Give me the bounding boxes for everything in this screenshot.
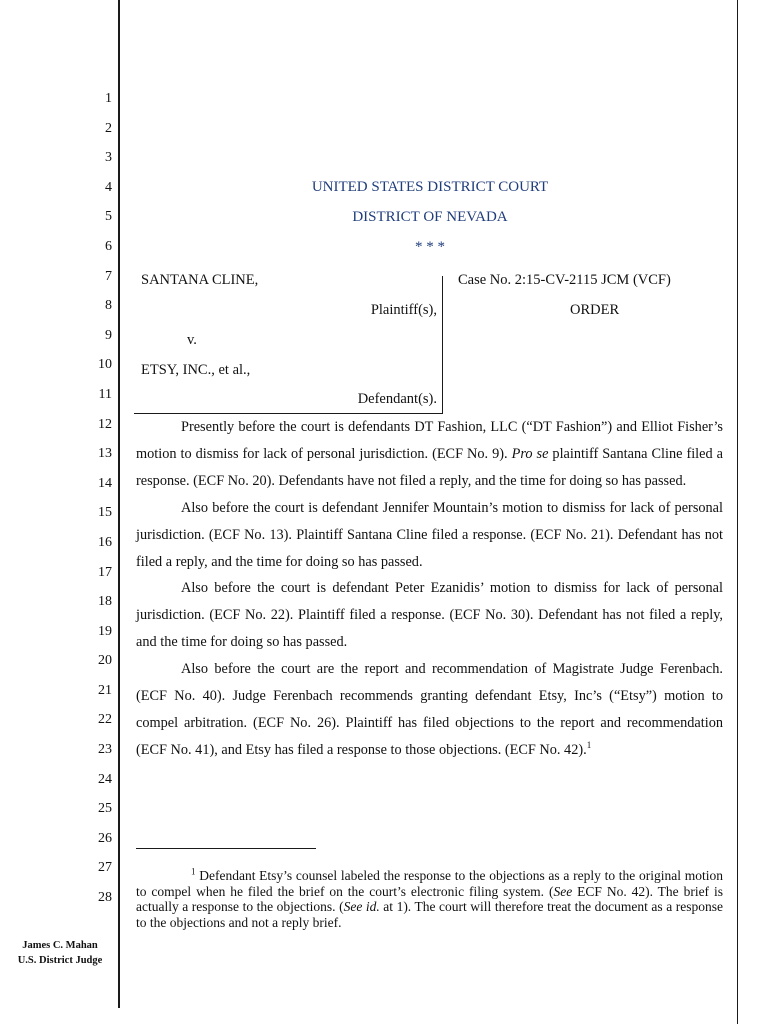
right-margin-rule — [737, 0, 738, 1024]
paragraph: Presently before the court is defendants DT Fashion, LLC (“DT Fashion”) and Elliot Fisher’s motion to dismiss for lack of personal jurisdiction. (ECF No. 9). Pro se plaintiff Santana Cline filed a response. (ECF No. 20). Defendants have not filed a reply, and the time for doing so has passed. — [136, 419, 723, 489]
defendant-name: ETSY, INC., et al., — [141, 362, 251, 378]
order-body — [136, 414, 723, 764]
footnote-separator — [136, 848, 316, 849]
court-separator: * * * — [415, 239, 445, 255]
line-number: 25 — [98, 801, 112, 817]
line-number: 1 — [105, 91, 112, 106]
paragraph: Also before the court is defendant Jennifer Mountain’s motion to dismiss for lack of personal jurisdiction. (ECF No. 13). Plaintiff Santana Cline filed a response. (ECF No. 21). Defendant has not filed a reply, and the time for doing so has passed. — [136, 499, 723, 570]
left-margin-rule — [118, 0, 120, 1008]
line-number: 5 — [105, 209, 112, 225]
judge-block — [6, 938, 114, 968]
line-number: 3 — [105, 150, 112, 166]
line-number: 17 — [98, 564, 112, 580]
plaintiff-role: Plaintiff(s), — [370, 302, 437, 318]
line-number: 16 — [98, 534, 112, 550]
line-number: 15 — [98, 505, 112, 521]
plaintiff-name: SANTANA CLINE, — [141, 272, 259, 288]
court-district: DISTRICT OF NEVADA — [352, 209, 508, 225]
paragraph: Also before the court are the report and recommendation of Magistrate Judge Ferenbach. (ECF No. 40). Judge Ferenbach recommends granting defendant Etsy, Inc’s (“Etsy”) motion to compel arbitration. (ECF No. 26). Plaintiff has filed objections to the report and recommendation (ECF No. 41), and Etsy has filed a response to those objections. (ECF No. 42).$^1$ — [136, 661, 723, 758]
line-numbers — [80, 88, 112, 917]
line-number: 11 — [98, 386, 112, 402]
line-number: 10 — [98, 357, 112, 373]
line-number: 6 — [105, 238, 112, 254]
line-number: 9 — [105, 327, 112, 343]
line-number: 21 — [98, 682, 112, 698]
line-number: 24 — [98, 771, 112, 787]
line-number: 20 — [98, 653, 112, 669]
line-number: 26 — [98, 830, 112, 846]
line-number: 4 — [105, 179, 112, 195]
footnote-text: $^1$ Defendant Etsy’s counsel labeled the response to the objections as a reply to the original motion to compel when he filed the brief on the court’s electronic filing system. (See ECF No. 42). The brief is actually a response to the objections. (See id. at 1). The court will therefore treat the document as a response to the objections and not a reply brief. — [136, 866, 723, 930]
caption-divider-vertical — [442, 276, 443, 414]
defendant-role: Defendant(s). — [357, 391, 437, 407]
line-number: 2 — [105, 120, 112, 136]
line-number: 12 — [98, 416, 112, 432]
document-type: ORDER — [570, 302, 620, 318]
footnote-mark: 1 — [191, 866, 196, 877]
line-number: 8 — [105, 298, 112, 314]
footnote-reference[interactable]: 1 — [586, 740, 592, 751]
footnote — [136, 868, 723, 930]
paragraph: Also before the court is defendant Peter Ezanidis’ motion to dismiss for lack of personal jurisdiction. (ECF No. 22). Plaintiff filed a response. (ECF No. 30). Defendant has not filed a reply, and the time for doing so has passed. — [136, 580, 723, 651]
versus: v. — [187, 332, 197, 348]
line-number: 13 — [98, 446, 112, 462]
line-number: 18 — [98, 594, 112, 610]
court-name: UNITED STATES DISTRICT COURT — [311, 179, 549, 195]
line-number: 14 — [98, 475, 112, 491]
line-number: 27 — [98, 860, 112, 876]
line-number: 19 — [98, 623, 112, 639]
line-number: 7 — [105, 268, 112, 284]
case-number: Case No. 2:15-CV-2115 JCM (VCF) — [458, 272, 671, 288]
judge-title: U.S. District Judge — [17, 955, 103, 966]
line-number: 23 — [98, 742, 112, 758]
line-number: 22 — [98, 712, 112, 728]
judge-name: James C. Mahan — [22, 940, 98, 951]
line-number: 28 — [98, 890, 112, 906]
